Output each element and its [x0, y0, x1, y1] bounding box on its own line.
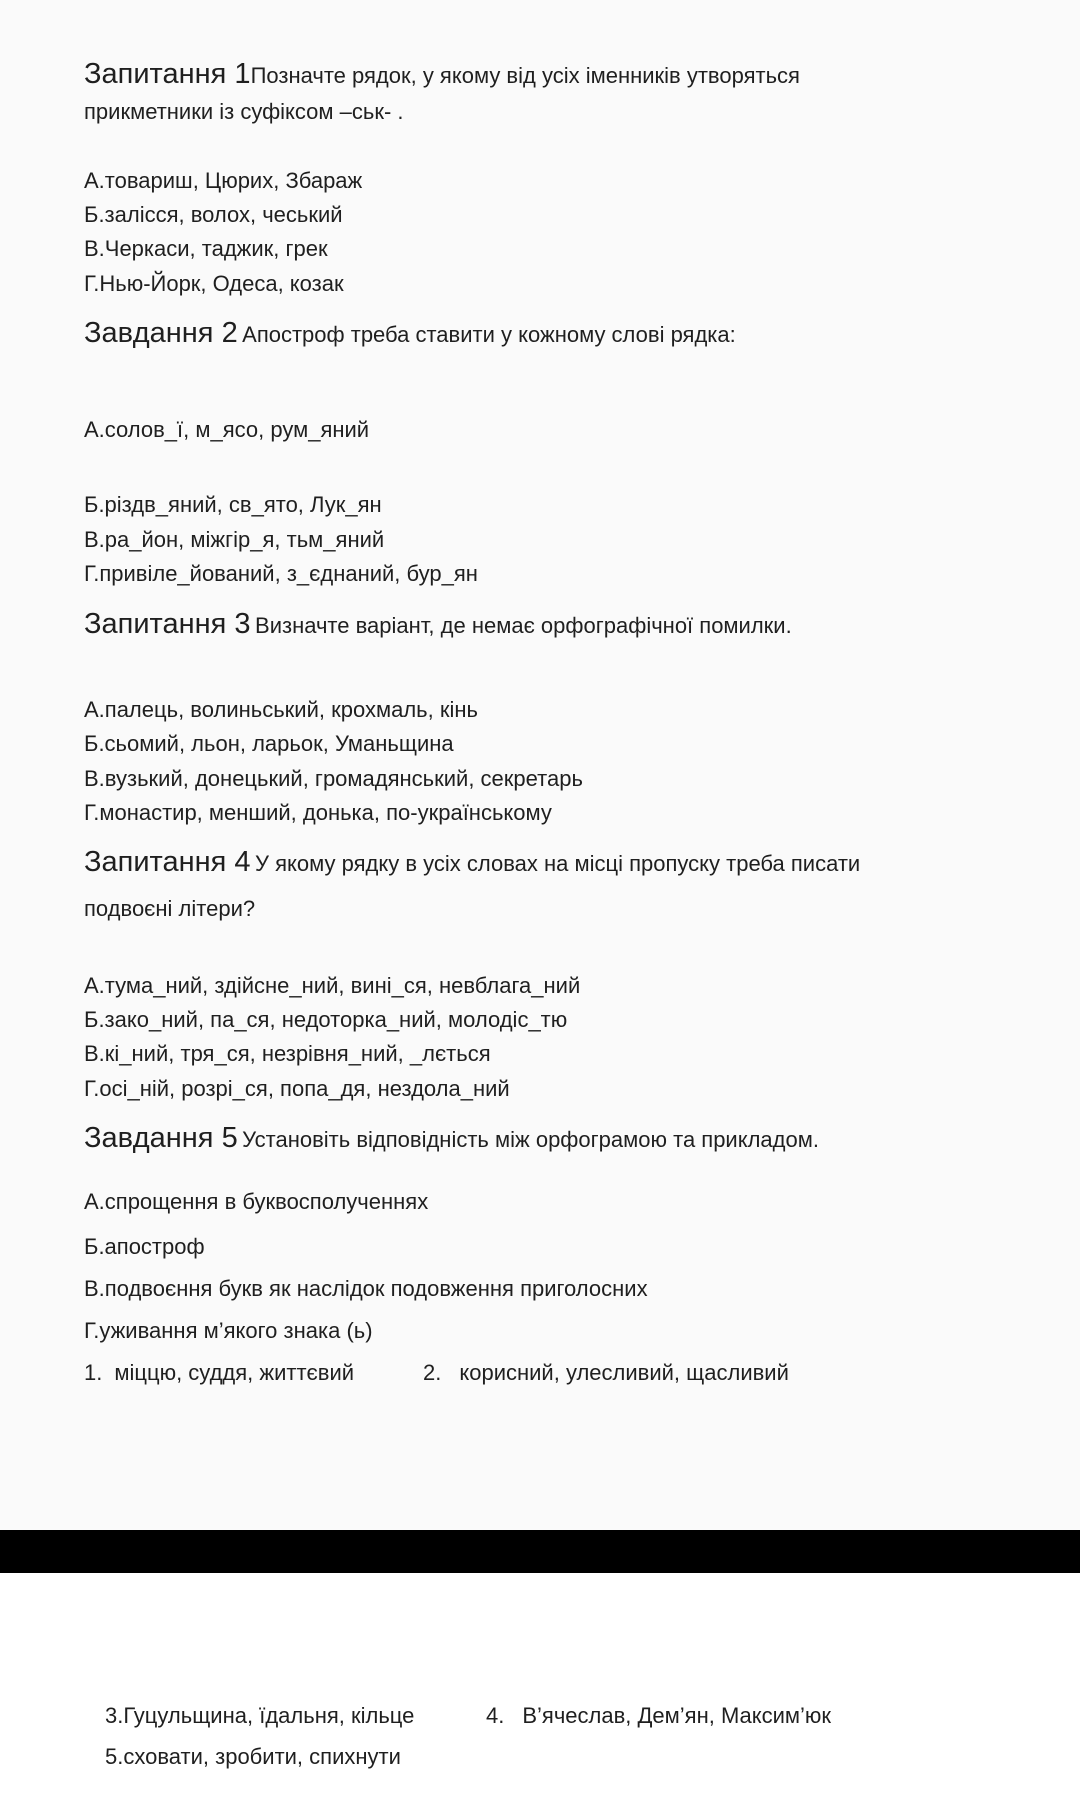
question-5-title: Завдання 5	[84, 1122, 238, 1154]
question-5-option-d: Г.уживання м’якого знака (ь)	[84, 1318, 373, 1343]
question-4-title: Запитання 4	[84, 846, 251, 878]
question-2-option-a: А.солов_ї, м_ясо, рум_яний	[84, 417, 370, 442]
question-2-text: Апостроф треба ставити у кожному слові рядка:	[242, 322, 736, 347]
example-3: 3.Гуцульщина, їдальня, кільце	[105, 1703, 415, 1728]
question-1-option-b: Б.залісся, волох, чеський	[84, 202, 343, 227]
question-2-option-c: В.ра_йон, міжгір_я, тьм_яний	[84, 527, 385, 552]
document-page-bottom	[0, 1573, 1080, 1817]
question-2-title: Завдання 2	[84, 317, 238, 349]
question-4-option-a: А.тума_ний, здійсне_ний, вині_ся, невблага_ний	[84, 973, 581, 998]
question-1-option-c: В.Черкаси, таджик, грек	[84, 236, 328, 261]
example-4-text: В’ячеслав, Дем’ян, Максим’юк	[522, 1703, 832, 1728]
example-1-number: 1.	[84, 1360, 103, 1385]
question-4-heading	[84, 846, 860, 879]
question-3-text: Визначте варіант, де немає орфографічної помилки.	[255, 613, 792, 638]
example-5: 5.сховати, зробити, спихнути	[105, 1744, 401, 1769]
question-5-heading	[84, 1122, 819, 1155]
page-separator-band	[0, 1530, 1080, 1573]
example-2-text: корисний, улесливий, щасливий	[459, 1360, 789, 1385]
example-4-number: 4.	[486, 1703, 505, 1728]
question-5-option-c: В.подвоєння букв як наслідок подовження приголосних	[84, 1276, 648, 1301]
example-2-number: 2.	[423, 1360, 442, 1385]
question-4-text: У якому рядку в усіх словах на місці пропуску треба писати	[255, 851, 861, 876]
question-1-title: Запитання 1	[84, 58, 251, 90]
example-1-text: міццю, суддя, життєвий	[114, 1360, 355, 1385]
example-4	[486, 1703, 831, 1729]
question-3-heading	[84, 608, 792, 641]
example-2	[423, 1360, 789, 1386]
question-5-option-b: Б.апостроф	[84, 1234, 205, 1259]
question-1-option-a: А.товариш, Цюрих, Збараж	[84, 168, 363, 193]
question-1-option-d: Г.Нью-Йорк, Одеса, козак	[84, 271, 344, 296]
question-3-option-a: А.палець, волиньський, крохмаль, кінь	[84, 697, 478, 722]
question-3-option-d: Г.монастир, менший, донька, по-українському	[84, 800, 552, 825]
question-4-option-d: Г.осі_ній, розрі_ся, попа_дя, нездола_ний	[84, 1076, 510, 1101]
question-5-option-a: А.спрощення в буквосполученнях	[84, 1189, 429, 1214]
question-4-option-b: Б.зако_ний, па_ся, недоторка_ний, молодіс_тю	[84, 1007, 568, 1032]
question-3-title: Запитання 3	[84, 608, 251, 640]
question-2-option-d: Г.привіле_йований, з_єднаний, бур_ян	[84, 561, 478, 586]
question-3-option-b: Б.сьомий, льон, ларьок, Уманьщина	[84, 731, 454, 756]
question-2-option-b: Б.різдв_яний, св_ято, Лук_ян	[84, 492, 382, 517]
question-4-text-continued: подвоєні літери?	[84, 896, 256, 921]
question-1-heading	[84, 58, 800, 91]
question-1-text: Позначте рядок, у якому від усіх іменників утворяться	[250, 63, 800, 88]
question-3-option-c: В.вузький, донецький, громадянський, секретарь	[84, 766, 583, 791]
question-2-heading	[84, 317, 736, 350]
question-4-option-c: В.кі_ний, тря_ся, незрівня_ний, _лється	[84, 1041, 491, 1066]
question-5-text: Установіть відповідність між орфограмою та прикладом.	[242, 1127, 819, 1152]
example-1	[84, 1360, 354, 1386]
question-1-text-continued: прикметники із суфіксом –ськ- .	[84, 99, 404, 124]
